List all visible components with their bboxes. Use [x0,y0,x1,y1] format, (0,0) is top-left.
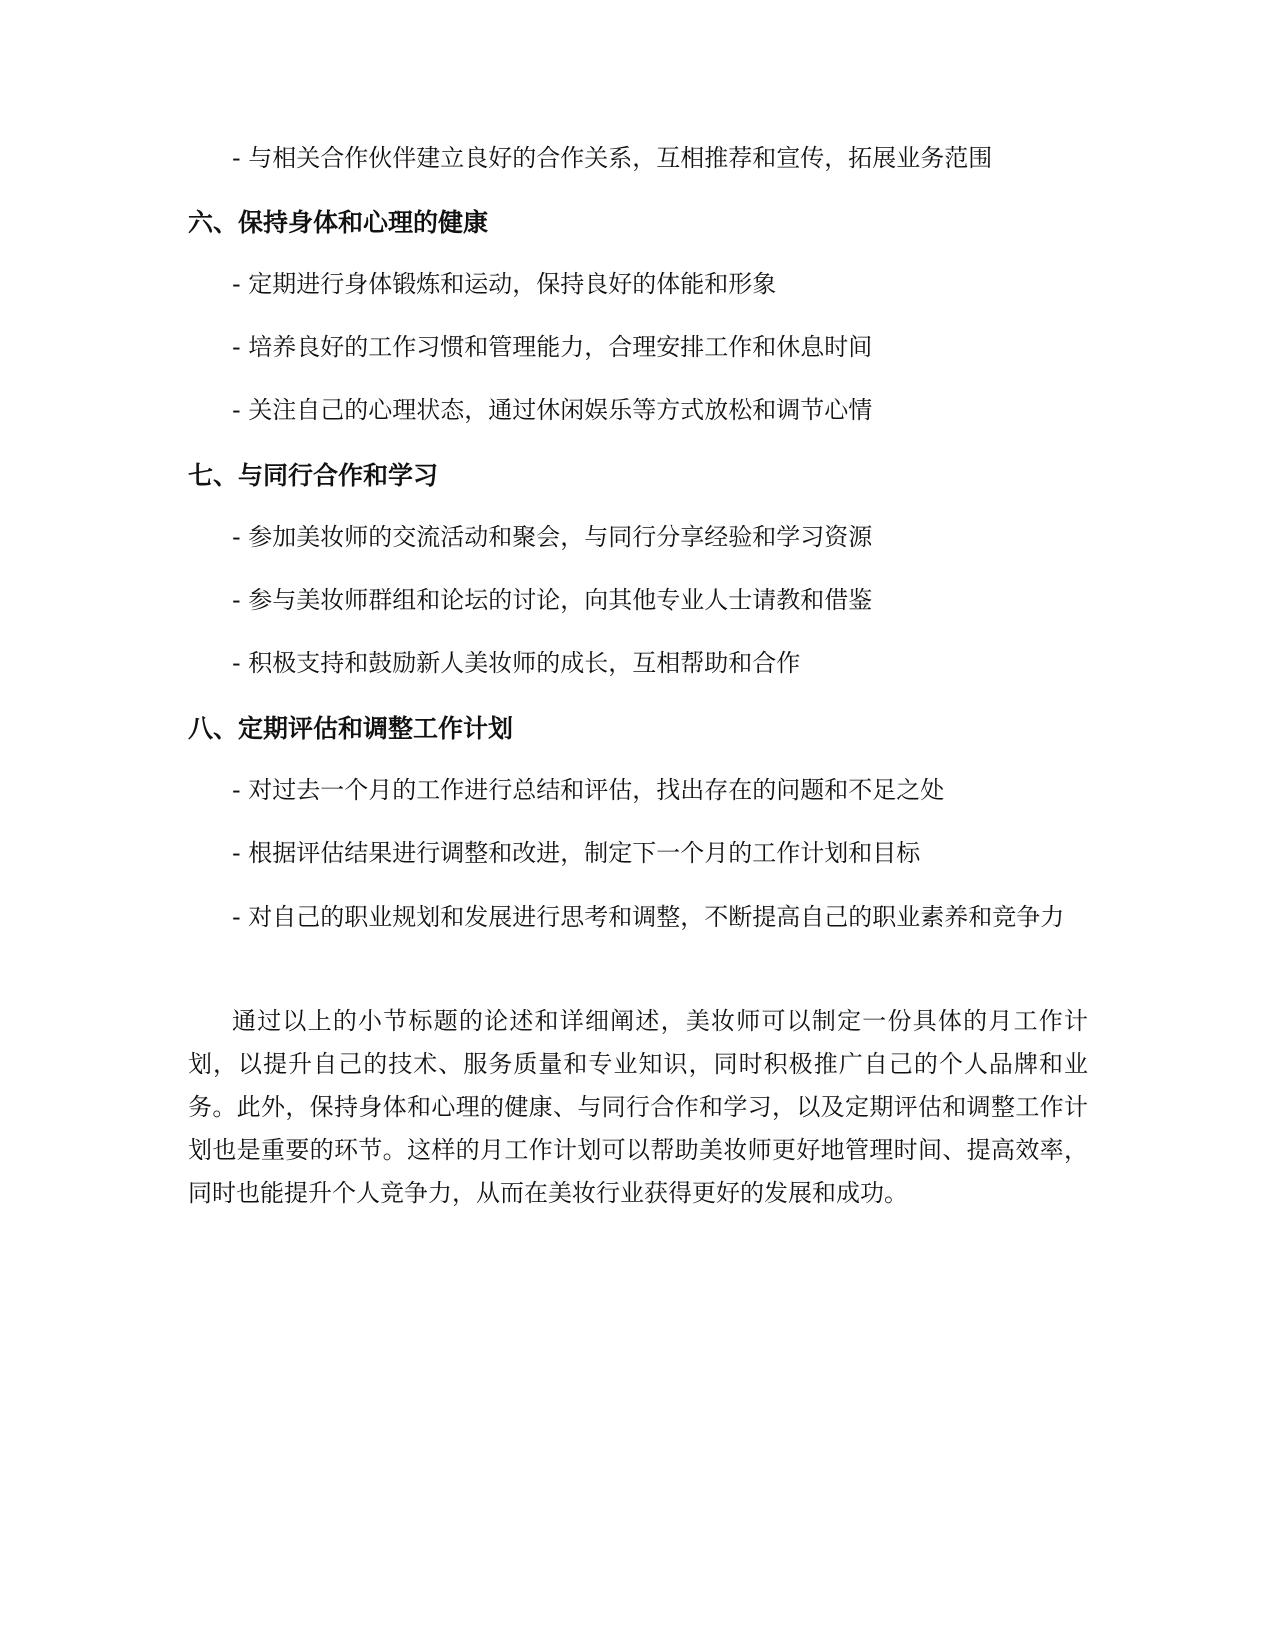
list-item: - 对自己的职业规划和发展进行思考和调整，不断提高自己的职业素养和竞争力 [232,903,1065,931]
summary-paragraph: 通过以上的小节标题的论述和详细阐述，美妆师可以制定一份具体的月工作计划，以提升自己的技术、服务质量和专业知识，同时积极推广自己的个人品牌和业务。此外，保持身体和心理的健康、与同行合作和学习，以及定期评估和调整工作计划也是重要的环节。这样的月工作计划可以帮助美妆师更好地管理时间、提高效率，同时也能提升个人竞争力，从而在美妆行业获得更好的发展和成功。 [188,1007,1088,1207]
list-item: - 参与美妆师群组和论坛的讨论，向其他专业人士请教和借鉴 [232,586,873,614]
section-heading-6: 六、保持身体和心理的健康 [188,208,489,237]
list-item: - 关注自己的心理状态，通过休闲娱乐等方式放松和调节心情 [232,396,873,424]
list-item: - 参加美妆师的交流活动和聚会，与同行分享经验和学习资源 [232,523,873,551]
section-heading-8: 八、定期评估和调整工作计划 [188,714,514,743]
list-item: - 定期进行身体锻炼和运动，保持良好的体能和形象 [232,270,777,298]
list-item: - 对过去一个月的工作进行总结和评估，找出存在的问题和不足之处 [232,776,945,804]
list-item: - 根据评估结果进行调整和改进，制定下一个月的工作计划和目标 [232,839,921,867]
list-item: - 积极支持和鼓励新人美妆师的成长，互相帮助和合作 [232,649,801,677]
list-item: - 培养良好的工作习惯和管理能力，合理安排工作和休息时间 [232,333,873,361]
section-heading-7: 七、与同行合作和学习 [188,461,439,490]
list-item: - 与相关合作伙伴建立良好的合作关系，互相推荐和宣传，拓展业务范围 [232,144,993,172]
